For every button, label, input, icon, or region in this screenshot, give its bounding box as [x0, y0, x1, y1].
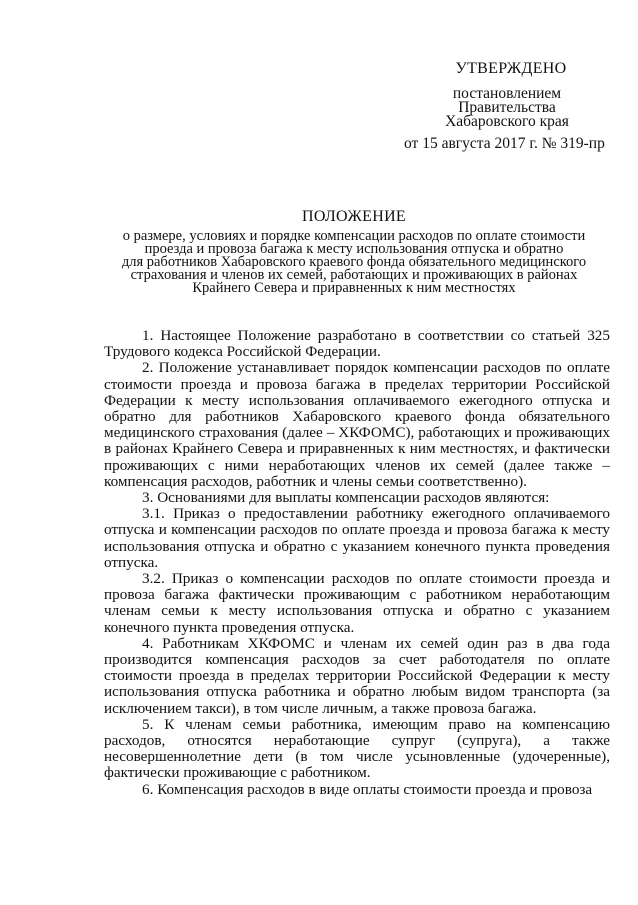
paragraph: 3.2. Приказ о компенсации расходов по оплате стоимости проезда и провоза багажа фактически проживающим с работником неработающим членам семьи к месту использования отпуска и обратно с указанием конечного пункта проведения отпуска. [104, 570, 610, 636]
approval-line: Хабаровского края [445, 113, 569, 130]
subtitle-line: для работников Хабаровского краевого фонда обязательного медицинского [121, 254, 587, 270]
approval-title: УТВЕРЖДЕНО [455, 60, 567, 77]
subtitle-line: о размере, условиях и порядке компенсации расходов по оплате стоимости [122, 228, 586, 244]
paragraph: 3.1. Приказ о предоставлении работнику ежегодного оплачиваемого отпуска и компенсации расходов по оплате проезда и провоза багажа к месту использования отпуска и обратно с указанием конечного пункта проведения отпуска. [104, 505, 610, 571]
document-heading [110, 208, 598, 295]
document-title: ПОЛОЖЕНИЕ [301, 208, 406, 225]
paragraph: 3. Основаниями для выплаты компенсации расходов являются: [142, 489, 550, 507]
subtitle-line: страхования и членов их семей, работающих и проживающих в районах [130, 267, 578, 283]
paragraph: 5. К членам семьи работника, имеющим право на компенсацию расходов, относятся неработающие супруг (супруга), а также несовершеннолетние дети (в том числе усыновленные (удочеренные), фактически проживающие с работником. [104, 715, 610, 782]
paragraph: 1. Настоящее Положение разработано в соответствии со статьей 325 Трудового кодекса Российской Федерации. [104, 327, 610, 361]
paragraph: 2. Положение устанавливает порядок компенсации расходов по оплате стоимости проезда и провоза багажа в пределах территории Российской Федерации к месту использования оплачиваемого ежегодного отпуска и обратно для работников Хабаровского краевого фонда обязательного медицинского страхования (далее – ХКФОМС), работающих и проживающих в районах Крайнего Севера и приравненных к ним местностях, и фактически проживающих с ними неработающих членов их семей (далее также – компенсация расходов, работник и члены семьи соответственно). [104, 359, 610, 490]
paragraph: 4. Работникам ХКФОМС и членам их семей один раз в два года производится компенсация расходов за счет работодателя по оплате стоимости проезда в пределах территории Российской Федерации к месту использования отпуска работника и обратно любым видом транспорта (за исключением такси), в том числе личным, а также провоза багажа. [104, 634, 610, 717]
document-subtitle [110, 230, 598, 295]
document-body [104, 328, 610, 798]
paragraph: 6. Компенсация расходов в виде оплаты стоимости проезда и провоза [142, 780, 593, 798]
approval-stamp [392, 62, 622, 151]
approval-date: от 15 августа 2017 г. № 319-пр [404, 135, 605, 152]
approval-line: постановлением [452, 85, 562, 102]
subtitle-line: проезда и провоза багажа к месту использования отпуска и обратно [144, 241, 564, 257]
subtitle-line: Крайнего Севера и приравненных к ним местностях [192, 280, 516, 296]
approval-line: Правительства [458, 99, 556, 116]
